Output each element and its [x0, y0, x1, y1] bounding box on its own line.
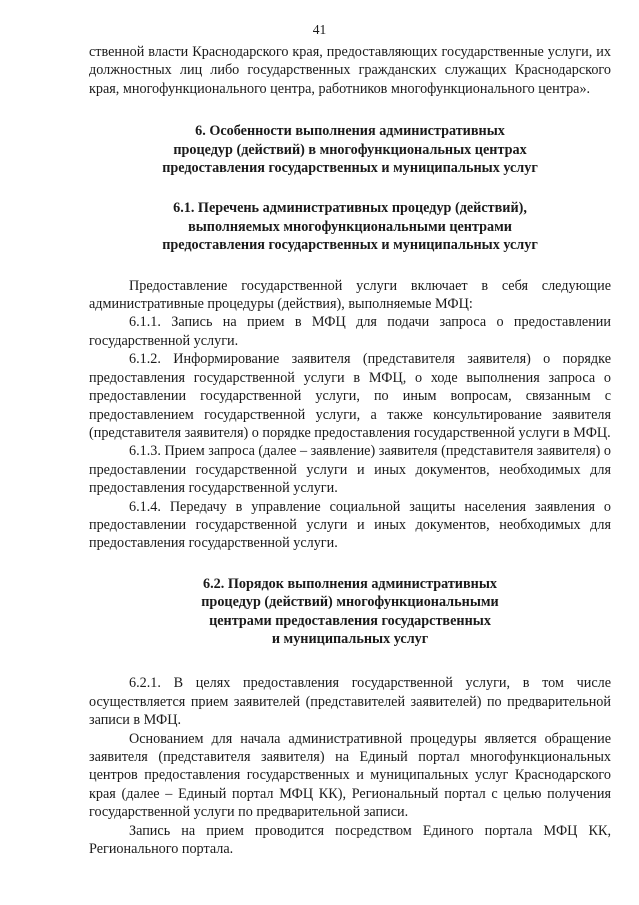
paragraph: 6.1.4. Передачу в управление социальной защиты населения заявления о предоставлении государственной услуги и иных документов, необходимых для предоставления государственной услуги.	[89, 498, 611, 552]
section-6-2-heading	[89, 575, 611, 649]
section-6-1-heading	[89, 199, 611, 254]
heading-line: 6.2. Порядок выполнения административных	[202, 575, 497, 592]
paragraph: 6.1.2. Информирование заявителя (представителя заявителя) о порядке предоставления государственной услуги в МФЦ, о ходе выполнения запроса о предоставлении государственной услуги, по иным вопросам, связанным с предоставлением государственной услуги, а также консультирование заявителя (представителя заявителя) о порядке предоставления государственной услуги в МФЦ.	[89, 351, 611, 441]
intro-paragraph: ственной власти Краснодарского края, предоставляющих государственные услуги, их должностных лиц либо государственных гражданских служащих Краснодарского края, многофункционального центра, работников многофункционального центра».	[89, 44, 611, 97]
section-6-heading	[89, 122, 611, 177]
heading-line: 6.1. Перечень административных процедур (действий),	[173, 200, 527, 217]
heading-line: предоставления государственных и муниципальных услуг	[162, 160, 538, 177]
page-number: 41	[312, 22, 327, 37]
paragraph: Основанием для начала административной процедуры является обращение заявителя (представителя заявителя) на Единый портал многофункциональных центров предоставления государственных и муниципальных услуг Краснодарского края (далее – Единый портал МФЦ КК), Региональный портал с целью получения государственной услуги по предварительной записи.	[89, 730, 611, 821]
heading-line: процедур (действий) многофункциональными	[201, 594, 499, 611]
heading-line: процедур (действий) в многофункциональных центрах	[173, 141, 527, 158]
paragraph: Запись на прием проводится посредством Единого портала МФЦ КК, Регионального портала.	[89, 822, 611, 858]
heading-line: 6. Особенности выполнения административных	[195, 123, 505, 140]
page-content	[89, 43, 611, 858]
paragraph: 6.1.1. Запись на прием в МФЦ для подачи запроса о предоставлении государственной услуги.	[89, 314, 611, 349]
heading-line: выполняемых многофункциональными центрами	[188, 218, 512, 235]
paragraph: 6.1.3. Прием запроса (далее – заявление) заявителя (представителя заявителя) о предоставлении государственной услуги и иных документов, необходимых для предоставления государственной услуги.	[89, 443, 611, 497]
heading-line: центрами предоставления государственных	[209, 612, 491, 629]
paragraph: Предоставление государственной услуги включает в себя следующие административные процедуры (действия), выполняемые МФЦ:	[89, 277, 611, 313]
heading-line: и муниципальных услуг	[271, 630, 429, 647]
heading-line: предоставления государственных и муниципальных услуг	[162, 237, 538, 254]
paragraph: 6.2.1. В целях предоставления государственной услуги, в том числе осуществляется прием заявителей (представителей заявителей) по предварительной записи в МФЦ.	[89, 675, 611, 729]
